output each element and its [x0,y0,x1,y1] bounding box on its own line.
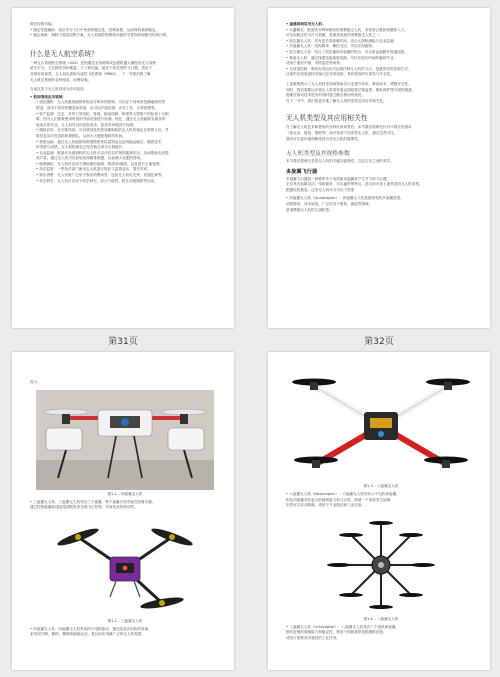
section-heading: 无人机类型及其应用相关性 [286,114,368,123]
subsubsection-heading: 多旋翼飞行器 [286,168,318,175]
quadcopter-photo [36,390,214,490]
text-line: 各种应用场景。无人机也被称为遥控飞机系统（RPAS），下一节我们将了解 [30,71,151,76]
page-32-content [286,22,476,213]
text-line: 算法控制功能。 [30,22,56,26]
list-item: • 大疆精灵：配备高分辨率相机的消费级无人机，非常适合航拍和摄影入门。 [286,27,408,32]
text-line: • 稳定性能辅助：适应安全飞行中所需的稳定性，控制参数、从而保持某种稳定。 [30,27,160,32]
list-item: 通过控制旋翼转速及尾部舵机来实现飞行控制，具有较高的机动性。 [30,505,138,510]
text-line: 上述案例展示了无人机技术如何帮助各行业提升效率、降低成本、增强安全性。 [286,81,412,86]
list-item: 目前的无线电遥控设备已经非常成熟，具有很高的可靠性与安全性。 [286,72,394,77]
list-item: 相比四旋翼具有更大的载荷能力和冗余度，即使一个电机发生故障， [286,497,394,502]
list-item: 拥有更强的载重能力和稳定性，常用于搭载重型电影摄影设备， [286,630,387,635]
list-title: • 遥感领域常用无人机： [286,22,326,26]
list-item: • 六旋翼无人机（Hexacopter）：六旋翼无人机具有六个电机和旋翼， [286,492,400,496]
list-item: • 系留无人机：通过线缆连接地面电源，可以实现长时间的悬停作业。 [286,55,398,60]
bullet-list [286,196,476,213]
list-item: 难，因为人们需要使用昂贵的外部设备进行检测。现在，通过无人机能够实施非常 [36,117,166,122]
list-item: 情况，适用于高效的覆盖和获取，也可以开展检测、评估工作、日常管理等。 [36,105,159,110]
tricopter-illustration [50,517,200,617]
text-line: 当前这类于无人机的部分应用包括： [30,87,88,92]
list-item: • 物资运输：通过无人机能够将救援物资等轻量物品运送到偏远地区。随着技术 [36,139,162,144]
page-31 [12,8,234,328]
subsection-heading: 无人机类型及其规格参数 [286,151,350,158]
list-item: 的发展与成熟，无人机物流也已经开始在部分区域展开。 [36,145,126,150]
text-line: 本节我们将研究各类无人机的关键功能特性，以及它们之间的差异。 [286,159,394,164]
list-item: 高产量。通过无人机可以获取田间精准数据，从而减少化肥的使用。 [36,156,144,161]
page-31-content [30,22,220,184]
list-item: • 多旋翼无人机：结构简单、操控灵活，可以实现悬停。 [286,44,376,49]
text-line: 航空平台，它们拥有各种重量、尺寸和性能，能在不同类型的飞行器，适用于 [30,66,153,71]
figure-caption: 图1.3 – 六旋翼无人机 [363,484,399,488]
hexacopter-photo [292,364,470,482]
list-item: 可实现稳定的飞行与拍摄，是最受欢迎的消费级无人机之一。 [286,33,384,38]
list-item: • 三旋翼无人机：三旋翼无人机具有三个旋翼，每个旋翼分别安装在机臂末端， [30,499,156,504]
list-title: • 机构等级应用领域： [30,94,66,99]
figure-caption: 图1.4 – 八旋翼无人机 [363,616,399,621]
text-line: 较少。 [30,380,41,384]
page-34-content [286,364,476,642]
list-item: • 娱乐消费：无人机被广泛用于娱乐消费场景，包括无人机灯光秀、竞速比赛等。 [36,173,166,178]
list-item: 适用于通信中继、安防监控等场景。 [286,61,344,66]
list-item: • 搜救应用：在灾难现场，可以使用装有热成像相机的无人机快速定位被困人员，并 [36,128,169,133]
text-line: 需要在推动技术进步的同时建立健全相应的规范。 [286,93,366,98]
text-line: （如农业、航拍、搜救等）而开发的不同类型无人机，通过这些对比， [286,130,398,135]
page-33-content [30,380,220,638]
text-line: 根据电机数量，这类无人机可分为以下类型： [286,187,358,192]
page-34 [268,352,490,670]
text-line: 同时，我们需要认识到无人机的发展也面临着法规监管、隐私保护等方面的挑战， [286,87,416,92]
bullet-list [30,500,220,511]
figure-caption: 图1.1 – 四旋翼无人机 [107,491,143,496]
list-item: • 四旋翼无人机：四旋翼无人机采用四个电机驱动，通过改变各电机的转速 [30,626,149,631]
list-item: 是消费级无人机的主流机型。 [286,207,333,212]
text-line: 在了解无人机技术和使用的各种应用场景后，本节我们将研究针对不同应用需求 [286,125,412,130]
page-number-32: 第32页 [364,337,394,347]
text-line: 我们可以更好地理解选择合适无人机的重要性。 [286,136,362,141]
bullet-list [286,492,476,509]
list-item: • 资产监测：过去，对风力发电机、管道、输电线路、桥梁等大型资产的检查十分困 [36,111,169,116]
paragraph [286,82,476,104]
list-item: • 无线电控制：利用无线电信号远程控制无人机的飞行，是最常见的控制方式， [286,66,412,71]
list-item: • 执法监管：一些执法部门使用无人机进行执法与监管活动，提升效率。 [36,167,151,172]
quadcopter-illustration [36,390,214,490]
text-line: 无人航空系统的各种组成，用例说明。 [30,77,92,82]
bullet-list [286,625,476,642]
list-item: • 农业监测：配备多光谱相机的无人机可以评估农作物的健康状况，从而帮助农民提 [36,150,169,155]
list-item: • 四旋翼无人机（Quadcopter）：四旋翼无人机是最常见的多旋翼类型， [286,196,404,201]
list-item: 或执行需要高可靠性的工业任务。 [286,635,340,640]
page-32 [268,8,490,328]
text-line: 一种无人驾驶航空系统（UAS）是指通过无线网络或远程机器人操控的无人驾驶 [30,60,156,65]
bullet-list [30,627,220,638]
text-line: 多旋翼飞行器是一种使用多个电机驱动旋翼来产生升力的飞行器， [286,176,391,181]
page-number-31: 第31页 [108,337,138,347]
list-item: • 科学研究：无人机可以用于科学研究，如大气取样、野生动物跟踪等活动。 [36,178,158,183]
list-item: • 航拍摄影：无人机航拍能够获取高分辨率的影像，可以在不同角度拍摄地面风景 [36,100,166,105]
list-item: 仍然可以安全降落，适用于专业航拍和工业应用。 [286,503,366,508]
list-item: • 混合翼无人机：结合了固定翼和多旋翼的特点，可以垂直起降并高速巡航。 [286,49,408,54]
text-line: 它们具有起降灵活、结构简单、可以悬停等特点，是目前市场上最常见的无人机类型。 [286,182,423,187]
octocopter-illustration [321,515,441,615]
list-item: 将信息实时发送给救援团队，从而大大缩短搜救的时间。 [36,133,126,138]
hexacopter-illustration [292,364,470,482]
list-item: 低成本的作业。无人机可以用更低成本、更高效率地进行检测。 [36,122,137,127]
list-item: • 固定翼无人机：具有更长的续航时间，适合大面积测绘与农业监测。 [286,38,398,43]
list-item: • 八旋翼无人机（Octocopter）：八旋翼无人机具有八个电机和旋翼， [286,624,400,629]
text-line: • 稳定调查：相较于测量控制方案，无人机域控制系统可能的平常控制和使用结构计算。 [30,33,170,38]
page-33 [12,352,234,670]
tricopter-photo [50,517,200,617]
bullet-list [30,100,220,184]
list-item: 来实现升降、俯仰、横滚和偏航运动，是目前应用最广泛的无人机构型。 [30,632,145,637]
figure-caption: 图1.2 – 三旋翼无人机 [107,618,143,623]
list-item: 结构简单、成本较低，广泛应用于航拍、测绘等领域， [286,202,373,207]
text-line: 在下一节中，我们将更多地了解无人机的类型及其应用相关性。 [286,98,387,103]
octocopter-photo [321,515,441,615]
list-item: • 地理测绘：无人机可以用于测绘地形地貌、构建3D地图，以及进行土地管理。 [36,161,163,166]
section-heading: 什么是无人航空系统？ [30,49,98,58]
